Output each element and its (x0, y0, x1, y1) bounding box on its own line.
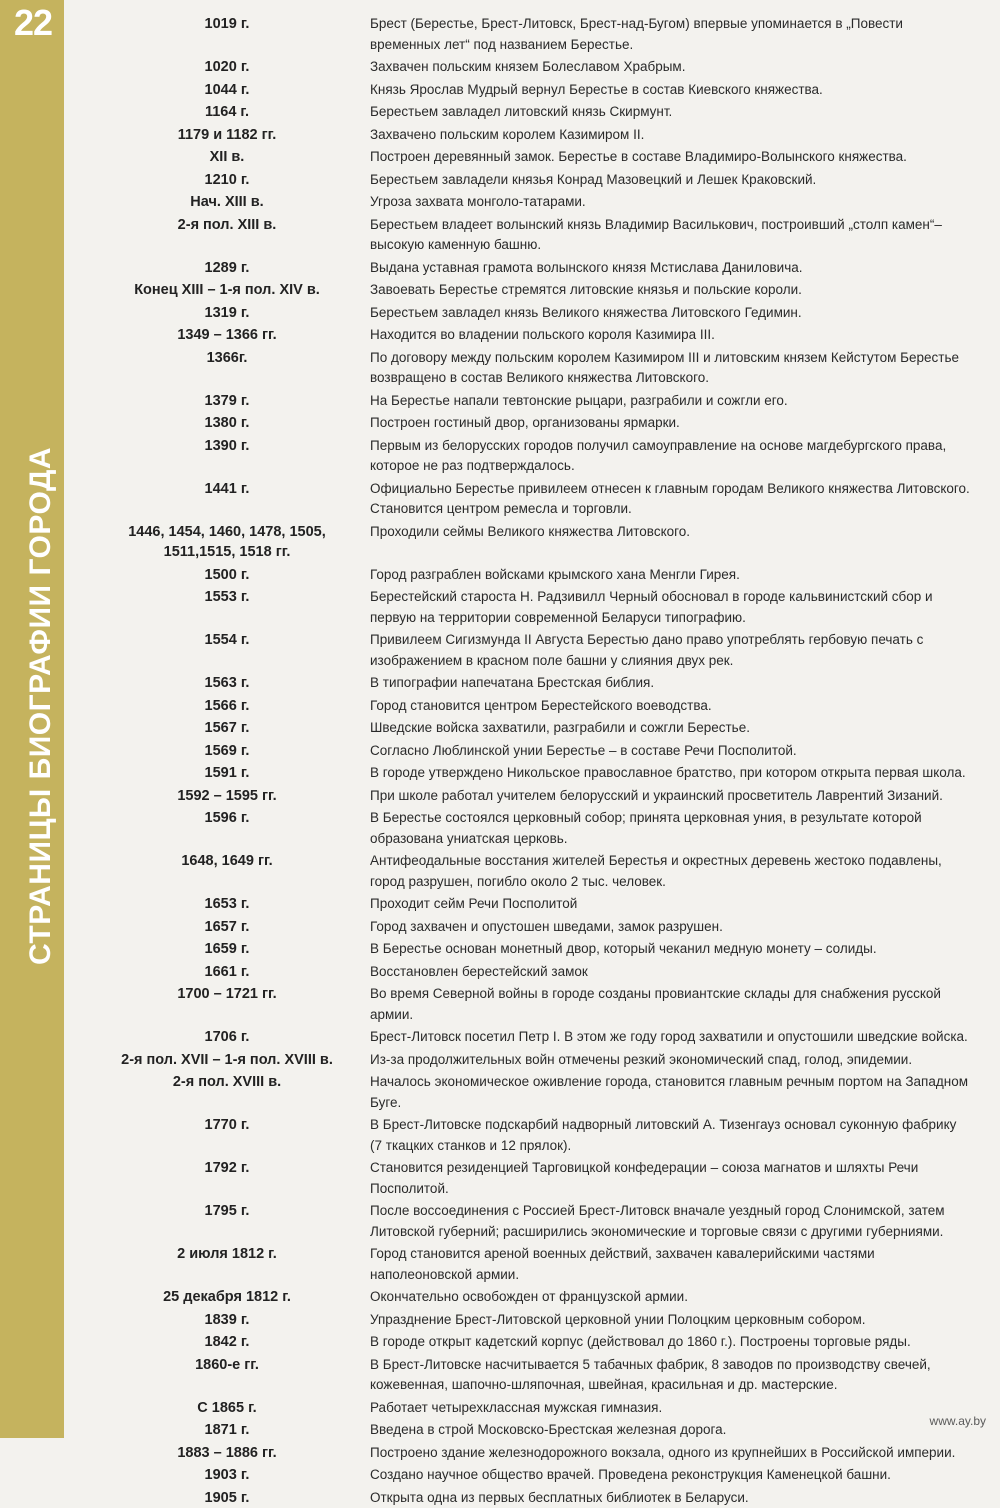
timeline-entry (92, 55, 972, 78)
timeline-entry (92, 301, 972, 324)
watermark: www.ay.by (930, 1414, 986, 1428)
entry-date: 1706 г. (92, 1025, 362, 1048)
timeline-entry (92, 739, 972, 762)
timeline-entry (92, 761, 972, 784)
timeline-entry (92, 411, 972, 434)
entry-date: 1366г. (92, 346, 362, 369)
timeline-entry (92, 960, 972, 983)
entry-date: 1795 г. (92, 1199, 362, 1222)
entry-text: Выдана уставная грамота волынского князя Мстислава Даниловича. (362, 256, 972, 279)
timeline-entry (92, 628, 972, 671)
entry-text: Во время Северной войны в городе созданы провиантские склады для снабжения русской армии. (362, 982, 972, 1025)
entry-date: 2-я пол. XVII – 1-я пол. XVIII в. (92, 1048, 362, 1071)
entry-date: 1554 г. (92, 628, 362, 651)
timeline-entry (92, 563, 972, 586)
entry-text: Построено здание железнодорожного вокзала, одного из крупнейших в Российской империи. (362, 1441, 972, 1464)
timeline-entry (92, 1113, 972, 1156)
entry-date: 1044 г. (92, 78, 362, 101)
timeline-entry (92, 1463, 972, 1486)
entry-date: 1569 г. (92, 739, 362, 762)
timeline-entry (92, 434, 972, 477)
entry-text: Становится резиденцией Тарговицкой конфедерации – союза магнатов и шляхты Речи Посполитой. (362, 1156, 972, 1199)
entry-date: XII в. (92, 145, 362, 168)
entry-text: Согласно Люблинской унии Берестье – в составе Речи Посполитой. (362, 739, 972, 762)
timeline-entry (92, 937, 972, 960)
entry-text: Проходили сеймы Великого княжества Литовского. (362, 520, 972, 543)
entry-text: В Берестье основан монетный двор, который чеканил медную монету – солиды. (362, 937, 972, 960)
entry-text: Берестьем владеет волынский князь Владимир Василькович, построивший „столп камен“– высокую каменную башню. (362, 213, 972, 256)
timeline-entry (92, 1418, 972, 1441)
entry-date: 1019 г. (92, 12, 362, 35)
entry-text: Антифеодальные восстания жителей Берестья и окрестных деревень жестоко подавлены, город разрушен, погибло около 2 тыс. человек. (362, 849, 972, 892)
entry-date: 1210 г. (92, 168, 362, 191)
entry-date: 1553 г. (92, 585, 362, 608)
entry-date: 1566 г. (92, 694, 362, 717)
entry-date: 1883 – 1886 гг. (92, 1441, 362, 1464)
entry-text: Берестейский староста Н. Радзивилл Черный обосновал в городе кальвинистский сбор и первую на территории современной Беларуси типографию. (362, 585, 972, 628)
entry-date: 1770 г. (92, 1113, 362, 1136)
timeline-entry (92, 892, 972, 915)
entry-text: Находится во владении польского короля Казимира III. (362, 323, 972, 346)
entry-text: На Берестье напали тевтонские рыцари, разграбили и сожгли его. (362, 389, 972, 412)
entry-date: 1379 г. (92, 389, 362, 412)
entry-text: При школе работал учителем белорусский и украинский просветитель Лаврентий Зизаний. (362, 784, 972, 807)
entry-date: 1500 г. (92, 563, 362, 586)
timeline-entry (92, 123, 972, 146)
entry-text: Работает четырехклассная мужская гимназия. (362, 1396, 972, 1419)
timeline-entry (92, 190, 972, 213)
entry-date: 1842 г. (92, 1330, 362, 1353)
timeline-entry (92, 477, 972, 520)
entry-date: 1700 – 1721 гг. (92, 982, 362, 1005)
entry-date: 1659 г. (92, 937, 362, 960)
timeline-entry (92, 389, 972, 412)
timeline-entry (92, 1156, 972, 1199)
entry-text: В типографии напечатана Брестская библия. (362, 671, 972, 694)
entry-text: Город захвачен и опустошен шведами, замок разрушен. (362, 915, 972, 938)
entry-date: Нач. XIII в. (92, 190, 362, 213)
entry-text: После воссоединения с Россией Брест-Литовск вначале уездный город Слонимской, затем Литовской губерний; расширились экономические и торговые связи с другими губерниями. (362, 1199, 972, 1242)
entry-date: 1648, 1649 гг. (92, 849, 362, 872)
entry-date: 1839 г. (92, 1308, 362, 1331)
entry-text: Город становится ареной военных действий, захвачен кавалерийскими частями наполеоновской армии. (362, 1242, 972, 1285)
entry-date: 1289 г. (92, 256, 362, 279)
timeline-entry (92, 1285, 972, 1308)
entry-date: 2-я пол. XVIII в. (92, 1070, 362, 1093)
entry-text: Завоевать Берестье стремятся литовские князья и польские короли. (362, 278, 972, 301)
entry-text: В Берестье состоялся церковный собор; принята церковная уния, в результате которой образована униатская церковь. (362, 806, 972, 849)
entry-date: 2 июля 1812 г. (92, 1242, 362, 1265)
entry-text: В Брест-Литовске насчитывается 5 табачных фабрик, 8 заводов по производству свечей, кожевенная, шапочно-шляпочная, швейная, красильная и др. мастерские. (362, 1353, 972, 1396)
timeline-entry (92, 1048, 972, 1071)
entry-date: 1164 г. (92, 100, 362, 123)
entry-date: 1653 г. (92, 892, 362, 915)
timeline-entry (92, 100, 972, 123)
timeline-entry (92, 585, 972, 628)
entry-text: Введена в строй Московско-Брестская железная дорога. (362, 1418, 972, 1441)
entry-text: Город становится центром Берестейского воеводства. (362, 694, 972, 717)
entry-text: Захвачено польским королем Казимиром II. (362, 123, 972, 146)
entry-text: Захвачен польским князем Болеславом Храбрым. (362, 55, 972, 78)
entry-date: 1860-е гг. (92, 1353, 362, 1376)
timeline-entry (92, 1308, 972, 1331)
timeline-entry (92, 849, 972, 892)
entry-text: Угроза захвата монголо-татарами. (362, 190, 972, 213)
entry-date: 1446, 1454, 1460, 1478, 1505, 1511,1515, 1518 гг. (92, 520, 362, 563)
timeline-entry (92, 1441, 972, 1464)
timeline-entry (92, 213, 972, 256)
entry-text: Началось экономическое оживление города, становится главным речным портом на Западном Буге. (362, 1070, 972, 1113)
entry-date: 1792 г. (92, 1156, 362, 1179)
timeline-entry (92, 784, 972, 807)
entry-text: Город разграблен войсками крымского хана Менгли Гирея. (362, 563, 972, 586)
entry-date: 1661 г. (92, 960, 362, 983)
timeline-entry (92, 12, 972, 55)
entry-date: 1591 г. (92, 761, 362, 784)
entry-text: Восстановлен берестейский замок (362, 960, 972, 983)
timeline-entry (92, 168, 972, 191)
timeline-entry (92, 1242, 972, 1285)
entry-text: Берестьем завладели князья Конрад Мазовецкий и Лешек Краковский. (362, 168, 972, 191)
entry-text: Шведские войска захватили, разграбили и сожгли Берестье. (362, 716, 972, 739)
timeline-entry (92, 1486, 972, 1508)
entry-text: Из-за продолжительных войн отмечены резкий экономический спад, голод, эпидемии. (362, 1048, 972, 1071)
entry-date: 1871 г. (92, 1418, 362, 1441)
entry-text: Берестьем завладел литовский князь Скирмунт. (362, 100, 972, 123)
entry-text: Проходит сейм Речи Посполитой (362, 892, 972, 915)
entry-text: В городе открыт кадетский корпус (действовал до 1860 г.). Построены торговые ряды. (362, 1330, 972, 1353)
entry-text: В Брест-Литовске подскарбий надворный литовский А. Тизенгауз основал суконную фабрику (7 ткацких станков и 12 прялок). (362, 1113, 972, 1156)
timeline-entry (92, 1025, 972, 1048)
entry-date: 1380 г. (92, 411, 362, 434)
timeline-entry (92, 323, 972, 346)
entry-text: В городе утверждено Никольское православное братство, при котором открыта первая школа. (362, 761, 972, 784)
timeline (92, 12, 972, 1508)
sidebar-band (0, 0, 64, 1438)
timeline-entry (92, 346, 972, 389)
timeline-entry (92, 1199, 972, 1242)
entry-text: Первым из белорусских городов получил самоуправление на основе магдебургского права, которое не раз подтверждалось. (362, 434, 972, 477)
entry-date: 1390 г. (92, 434, 362, 457)
timeline-entry (92, 1353, 972, 1396)
entry-date: 1179 и 1182 гг. (92, 123, 362, 146)
timeline-entry (92, 78, 972, 101)
timeline-entry (92, 145, 972, 168)
entry-text: Князь Ярослав Мудрый вернул Берестье в состав Киевского княжества. (362, 78, 972, 101)
entry-date: 1567 г. (92, 716, 362, 739)
entry-date: 1657 г. (92, 915, 362, 938)
timeline-entry (92, 915, 972, 938)
timeline-entry (92, 716, 972, 739)
entry-text: Официально Берестье привилеем отнесен к главным городам Великого княжества Литовского. Становится центром ремесла и торговли. (362, 477, 972, 520)
entry-date: 2-я пол. XIII в. (92, 213, 362, 236)
entry-date: 1441 г. (92, 477, 362, 500)
entry-date: 1903 г. (92, 1463, 362, 1486)
timeline-entry (92, 982, 972, 1025)
entry-text: Окончательно освобожден от французской армии. (362, 1285, 972, 1308)
entry-date: 1563 г. (92, 671, 362, 694)
entry-date: 1592 – 1595 гг. (92, 784, 362, 807)
timeline-entry (92, 256, 972, 279)
entry-date: С 1865 г. (92, 1396, 362, 1419)
timeline-entry (92, 806, 972, 849)
entry-text: Построен деревянный замок. Берестье в составе Владимиро-Волынского княжества. (362, 145, 972, 168)
timeline-entry (92, 671, 972, 694)
entry-date: Конец XIII – 1-я пол. XIV в. (92, 278, 362, 301)
entry-date: 1349 – 1366 гг. (92, 323, 362, 346)
entry-date: 1020 г. (92, 55, 362, 78)
entry-text: Упразднение Брест-Литовской церковной унии Полоцким церковным собором. (362, 1308, 972, 1331)
section-title: СТРАНИЦЫ БИОГРАФИИ ГОРОДА (24, 445, 58, 965)
entry-text: Создано научное общество врачей. Проведена реконструкция Каменецкой башни. (362, 1463, 972, 1486)
entry-text: Открыта одна из первых бесплатных библиотек в Беларуси. (362, 1486, 972, 1508)
entry-date: 1596 г. (92, 806, 362, 829)
timeline-entry (92, 1330, 972, 1353)
entry-text: Брест-Литовск посетил Петр I. В этом же году город захватили и опустошили шведские войска. (362, 1025, 972, 1048)
timeline-entry (92, 278, 972, 301)
entry-text: По договору между польским королем Казимиром III и литовским князем Кейстутом Берестье возвращено в состав Великого княжества Литовского. (362, 346, 972, 389)
timeline-entry (92, 1070, 972, 1113)
entry-text: Берестьем завладел князь Великого княжества Литовского Гедимин. (362, 301, 972, 324)
entry-date: 1319 г. (92, 301, 362, 324)
entry-text: Привилеем Сигизмунда II Августа Берестью дано право употреблять гербовую печать с изображением в красном поле башни у слияния двух рек. (362, 628, 972, 671)
entry-text: Брест (Берестье, Брест-Литовск, Брест-над-Бугом) впервые упоминается в „Повести временных лет“ под названием Берестье. (362, 12, 972, 55)
page-number: 22 (2, 2, 64, 44)
timeline-entry (92, 694, 972, 717)
timeline-entry (92, 1396, 972, 1419)
entry-text: Построен гостиный двор, организованы ярмарки. (362, 411, 972, 434)
entry-date: 25 декабря 1812 г. (92, 1285, 362, 1308)
entry-date: 1905 г. (92, 1486, 362, 1508)
timeline-entry (92, 520, 972, 563)
